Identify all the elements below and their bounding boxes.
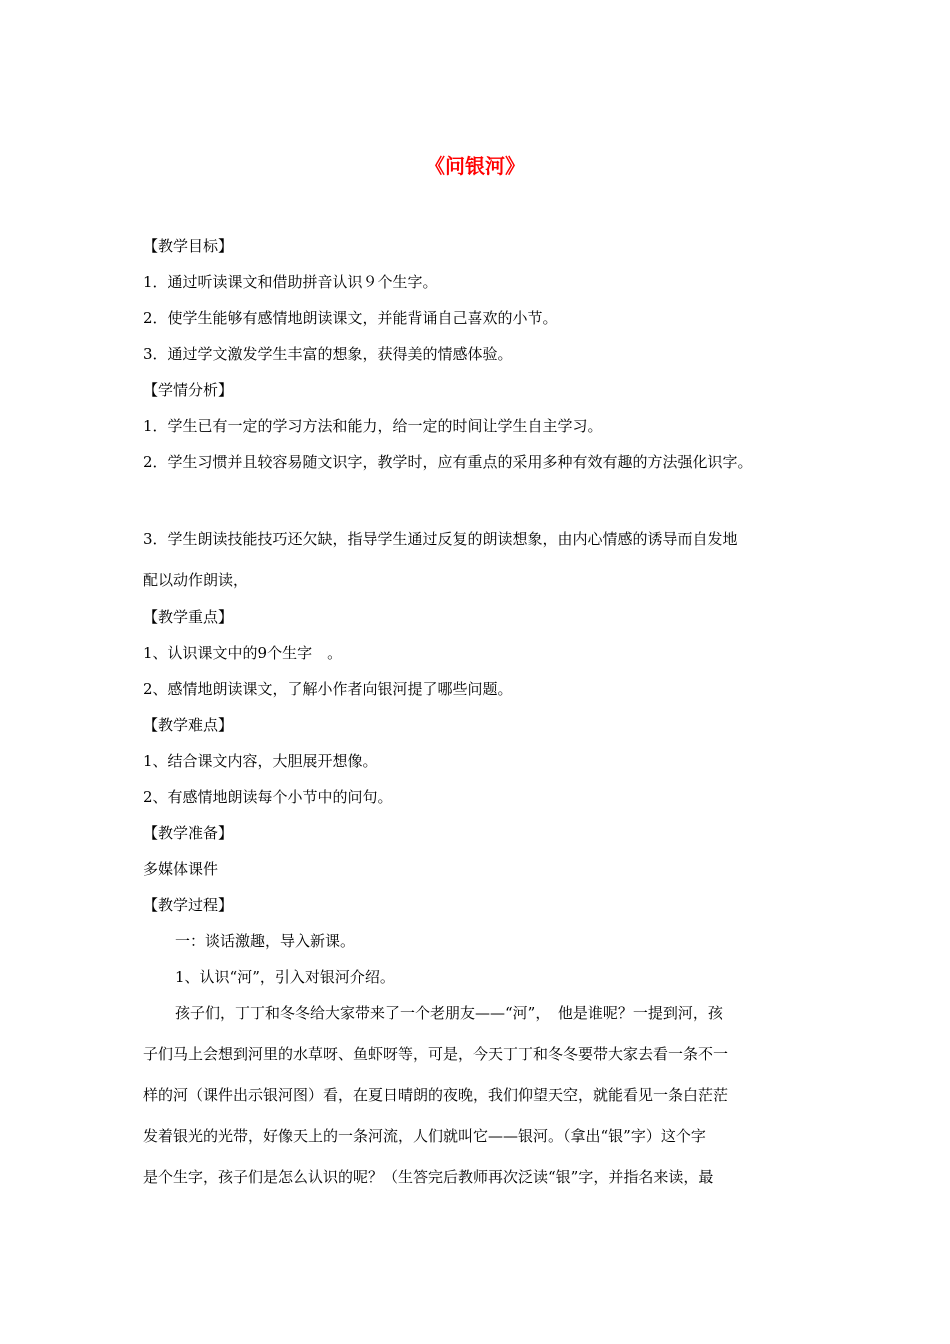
section-heading-difficulties: 【教学难点】 — [143, 716, 234, 734]
section-heading-key-points: 【教学重点】 — [143, 608, 234, 626]
paragraph: 1．学生已有一定的学习方法和能力，给一定的时间让学生自主学习。 — [143, 417, 603, 435]
paragraph: 子们马上会想到河里的水草呀、鱼虾呀等，可是，今天丁丁和冬冬要带大家去看一条不一 — [143, 1045, 729, 1063]
paragraph: 1、结合课文内容，大胆展开想像。 — [143, 752, 378, 770]
paragraph: 2、感情地朗读课文，了解小作者向银河提了哪些问题。 — [143, 680, 513, 698]
paragraph: 样的河（课件出示银河图）看，在夏日晴朗的夜晚，我们仰望天空，就能看见一条白茫茫 — [143, 1086, 729, 1104]
paragraph: 2、有感情地朗读每个小节中的问句。 — [143, 788, 393, 806]
paragraph: 配以动作朗读， — [143, 571, 249, 589]
paragraph: 2．使学生能够有感情地朗读课文，并能背诵自己喜欢的小节。 — [143, 309, 558, 327]
paragraph: 3．通过学文激发学生丰富的想象，获得美的情感体验。 — [143, 345, 513, 363]
paragraph: 3．学生朗读技能技巧还欠缺，指导学生通过反复的朗读想象，由内心情感的诱导而自发地 — [143, 530, 738, 548]
section-heading-goals: 【教学目标】 — [143, 237, 234, 255]
page-title: 《问银河》 — [425, 154, 525, 178]
paragraph: 孩子们，丁丁和冬冬给大家带来了一个老朋友——“河”， 他是谁呢？一提到河，孩 — [175, 1004, 723, 1022]
paragraph: 1．通过听读课文和借助拼音认识９个生字。 — [143, 273, 438, 291]
paragraph: 1、认识课文中的9个生字 。 — [143, 644, 343, 662]
paragraph: 是个生字，孩子们是怎么认识的呢？（生答完后教师再次泛读“银”字，并指名来读，最 — [143, 1168, 714, 1186]
paragraph: 1、认识“河”，引入对银河介绍。 — [175, 968, 395, 986]
section-heading-process: 【教学过程】 — [143, 896, 234, 914]
section-heading-preparation: 【教学准备】 — [143, 824, 234, 842]
paragraph: 多媒体课件 — [143, 860, 219, 878]
section-heading-analysis: 【学情分析】 — [143, 381, 234, 399]
paragraph: 一：谈话激趣，导入新课。 — [175, 932, 356, 950]
paragraph: 2．学生习惯并且较容易随文识字，教学时，应有重点的采用多种有效有趣的方法强化识字。 — [143, 453, 753, 471]
paragraph: 发着银光的光带，好像天上的一条河流，人们就叫它——银河。（拿出“银”字）这个字 — [143, 1127, 706, 1145]
